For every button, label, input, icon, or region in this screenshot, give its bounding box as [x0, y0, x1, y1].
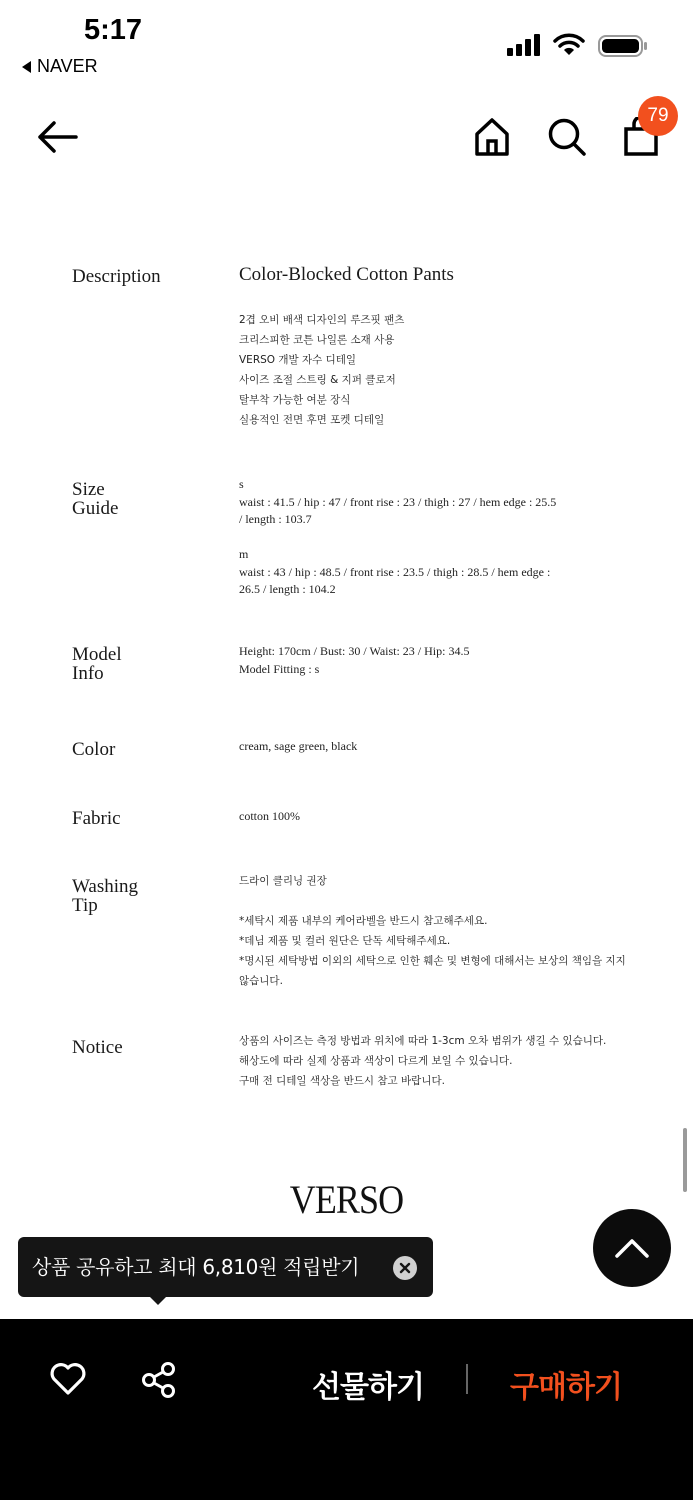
fabric-label: Fabric — [72, 808, 121, 829]
size-m-line: 26.5 / length : 104.2 — [239, 582, 336, 596]
back-triangle-icon — [22, 61, 31, 73]
back-to-app-link[interactable] — [22, 56, 98, 77]
notice-line: 해상도에 따라 실제 상품과 색상이 다르게 보일 수 있습니다. — [239, 1055, 513, 1067]
cart-count-badge[interactable]: 79 — [638, 96, 678, 136]
size-guide-values — [239, 476, 556, 599]
status-time: 5:17 — [84, 14, 143, 46]
notice-label: Notice — [72, 1037, 123, 1058]
search-icon[interactable] — [547, 117, 587, 157]
back-arrow-icon[interactable] — [36, 118, 78, 156]
notice-lines — [239, 1031, 606, 1091]
description-line: 사이즈 조절 스트링 & 지퍼 클로저 — [239, 374, 396, 386]
description-line: 2겹 오비 배색 디자인의 루즈핏 팬츠 — [239, 314, 405, 326]
bottom-action-bar — [0, 1319, 693, 1500]
description-line: VERSO 개발 자수 디테일 — [239, 354, 357, 366]
washing-note: *세탁시 제품 내부의 케어라벨을 반드시 참고해주세요. — [239, 915, 488, 927]
size-s-line: / length : 103.7 — [239, 512, 312, 526]
fabric-value: cotton 100% — [239, 809, 300, 823]
washing-note: 않습니다. — [239, 975, 283, 987]
description-label: Description — [72, 266, 161, 287]
toast-tail — [149, 1296, 167, 1305]
scroll-to-top-button[interactable] — [593, 1209, 671, 1287]
close-icon[interactable] — [393, 1256, 417, 1280]
share-icon[interactable] — [141, 1361, 177, 1399]
gift-button[interactable]: 선물하기 — [312, 1370, 424, 1405]
washing-tip-label: Washing — [72, 876, 139, 897]
color-value: cream, sage green, black — [239, 739, 358, 753]
product-title: Color-Blocked Cotton Pants — [239, 264, 454, 285]
description-lines — [239, 310, 404, 430]
washing-notes — [239, 911, 626, 991]
wifi-icon — [553, 32, 585, 56]
size-m-line: waist : 43 / hip : 48.5 / front rise : 23.5 / thigh : 28.5 / hem edge : — [239, 564, 551, 579]
washing-main: 드라이 클리닝 권장 — [239, 875, 327, 887]
scrollbar[interactable] — [683, 1128, 687, 1192]
share-reward-toast — [18, 1237, 433, 1297]
back-app-label: NAVER — [37, 56, 98, 76]
model-info-line: Height: 170cm / Bust: 30 / Waist: 23 / Hip: 34.5 — [239, 644, 470, 658]
color-label: Color — [72, 739, 116, 760]
size-m-title: m — [239, 547, 249, 561]
description-line: 실용적인 전면 후면 포켓 디테일 — [239, 414, 385, 426]
washing-tip-label-2: Tip — [72, 895, 98, 916]
washing-note: *명시된 세탁방법 이외의 세탁으로 인한 훼손 및 변형에 대해서는 보상의 책임을 지지 — [239, 955, 626, 967]
model-info-line: Model Fitting : s — [239, 661, 320, 676]
cellular-signal-icon — [507, 34, 540, 56]
notice-line: 상품의 사이즈는 측정 방법과 위치에 따라 1-3cm 오차 범위가 생길 수 있습니다. — [239, 1035, 607, 1047]
description-line: 탈부착 가능한 여분 장식 — [239, 394, 351, 406]
buy-button[interactable]: 구매하기 — [510, 1370, 622, 1405]
model-info-label-2: Info — [72, 663, 104, 684]
washing-note: *데님 제품 및 컬러 원단은 단독 세탁해주세요. — [239, 935, 451, 947]
model-info-label: Model — [72, 644, 122, 665]
model-info-values — [239, 643, 469, 678]
home-icon[interactable] — [474, 117, 510, 157]
size-s-line: waist : 41.5 / hip : 47 / front rise : 23 / thigh : 27 / hem edge : 25.5 — [239, 494, 557, 509]
size-guide-label-2: Guide — [72, 498, 119, 519]
notice-line: 구매 전 디테일 색상을 반드시 참고 바랍니다. — [239, 1075, 445, 1087]
brand-logo: VERSO — [289, 1177, 404, 1222]
battery-icon — [598, 35, 648, 57]
heart-icon[interactable] — [49, 1362, 87, 1396]
description-line: 크리스피한 코튼 나일론 소재 사용 — [239, 334, 395, 346]
toast-text: 상품 공유하고 최대 6,810원 적립받기 — [32, 1255, 360, 1279]
chevron-up-icon — [615, 1238, 649, 1258]
size-guide-label: Size — [72, 479, 105, 500]
size-s-title: s — [239, 477, 244, 491]
bottom-divider — [466, 1364, 468, 1394]
close-x-icon — [399, 1262, 411, 1274]
